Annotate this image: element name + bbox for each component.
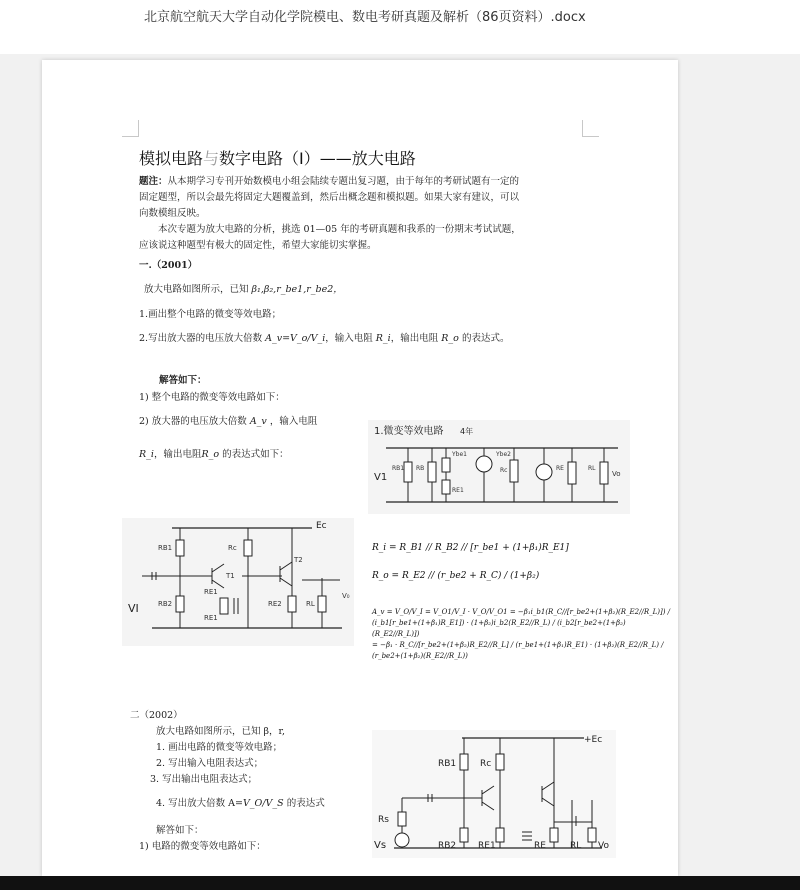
sketch-label: RE [556,465,564,472]
sketch-label: RL [588,465,596,472]
circuit-label: V₀ [342,592,350,600]
sketch-label: RB1 [392,465,405,472]
circuit-label-ec: +Ec [584,735,603,745]
sketch-label: RE1 [452,487,464,494]
intro-line: 题注：从本期学习专刊开始数模电小组会陆续专题出复习题，由于每年的考研试题有一定的 [139,176,520,187]
sketch-label: Ybe1 [452,451,467,458]
question-line: 2.写出放大器的电压放大倍数 A_v=V_o/V_i，输入电阻 R_i，输出电阻 R_o 的表达式。 [139,333,510,344]
section-heading: 一.（2001） [139,260,198,271]
circuit-label: RE1 [478,841,496,851]
circuit-label: Rc [228,544,237,552]
answer-heading: 解答如下： [159,375,207,386]
question-line: 4. 写出放大倍数 A=V_O/V_S 的表达式 [156,798,325,809]
intro-line: 向数模组反映。 [139,208,206,219]
question-line: 放大电路如图所示，已知 β，r, [156,726,286,737]
answer-line: R_i，输出电阻R_o 的表达式如下： [139,449,289,460]
section-heading: 二（2002） [130,710,183,721]
circuit-label: Rc [480,759,492,769]
circuit-label: RB2 [438,841,457,851]
sketch-label: RB [416,465,425,472]
formula-av-simplified: = −β₁ · R_C//[r_be2+(1+β₂)R_E2//R_L] / (r_be1+(1+β₁)R_E1) · (1+β₂)(R_E2//R_L) / (r_be2+(1+β₂)(R_E2//R_L)) [372,641,664,660]
intro-line: 固定题型，所以会最先将固定大题覆盖到，然后出概念题和模拟题。如果大家有建议，可以 [139,192,520,203]
circuit-label: T1 [226,572,235,580]
circuit-label: Vo [598,841,609,851]
formula-av: A_v = V_O/V_I = V_O1/V_I · V_O/V_O1 = −β₁i_b1(R_C//[r_be2+(1+β₂)(R_E2//R_L)]) / (i_b1[r_be1+(1+β₁)R_E1]) · (1+β₂)i_b2(R_E2//R_L) / (i_b2[r_be2+(1+β₂)(R_E2//R_L)]) [372,608,671,638]
circuit-label: VI [128,602,139,615]
answer-line: 1) 整个电路的微变等效电路如下： [139,392,285,403]
circuit-label: RE2 [268,600,282,608]
sketch-label: Ybe2 [496,451,511,458]
question-line: 放大电路如图所示，已知 β₁,β₂,r_be1,r_be2， [144,284,343,295]
circuit-label: RE [534,841,546,851]
formula-ri: R_i = R_B1 // R_B2 // [r_be1 + (1+β₁)R_E1] [372,543,569,553]
circuit-label: RB2 [158,600,173,608]
sketch-label: Rc [500,467,508,474]
intro-line: 应该说这种题型有极大的固定性，希望大家能切实掌握。 [139,240,377,251]
circuit-label: RE1 [204,588,218,596]
circuit-label: RB1 [158,544,173,552]
circuit-diagram-2002 [372,730,616,858]
circuit-diagram-2001 [122,518,354,646]
sketch-note: 4年 [460,427,474,436]
document-page[interactable] [42,60,678,876]
circuit-label: RE1 [204,614,218,622]
formula-ro: R_o = R_E2 // (r_be2 + R_C) / (1+β₂) [372,571,540,581]
answer-heading: 解答如下： [156,825,204,836]
question-line: 1.画出整个电路的微变等效电路； [139,309,282,320]
equivalent-circuit-sketch [368,420,630,514]
circuit-label: Rs [378,815,389,825]
circuit-label: RB1 [438,759,457,769]
circuit-label: RL [306,600,315,608]
page-corner-mark [582,120,599,137]
question-line: 1. 画出电路的微变等效电路； [156,742,283,753]
doc-heading: 模拟电路与数字电路（I）——放大电路 [139,149,416,168]
answer-line: 2) 放大器的电压放大倍数 A_v ，输入电阻 [139,416,318,427]
sketch-label: Vo [612,470,621,478]
circuit-label: T2 [294,556,303,564]
viewer-top-bar [0,0,800,54]
circuit-label-ec: Ec [316,521,327,531]
question-line: 2. 写出输入电阻表达式； [156,758,264,769]
circuit-label: RL [570,841,582,851]
sketch-label-v1: V1 [374,472,388,483]
document-title: 北京航空航天大学自动化学院模电、数电考研真题及解析（86页资料）.docx [144,10,586,25]
question-line: 3. 写出输出电阻表达式； [150,774,258,785]
page-corner-mark [122,120,139,137]
circuit-label: Vs [374,840,387,851]
viewer-bottom-bar [0,876,800,890]
answer-line: 1) 电路的微变等效电路如下： [139,841,266,852]
sketch-title: 1.微变等效电路 [374,426,444,437]
intro-line: 本次专题为放大电路的分析，挑选 01—05 年的考研真题和我系的一份期末考试试题， [158,224,521,235]
